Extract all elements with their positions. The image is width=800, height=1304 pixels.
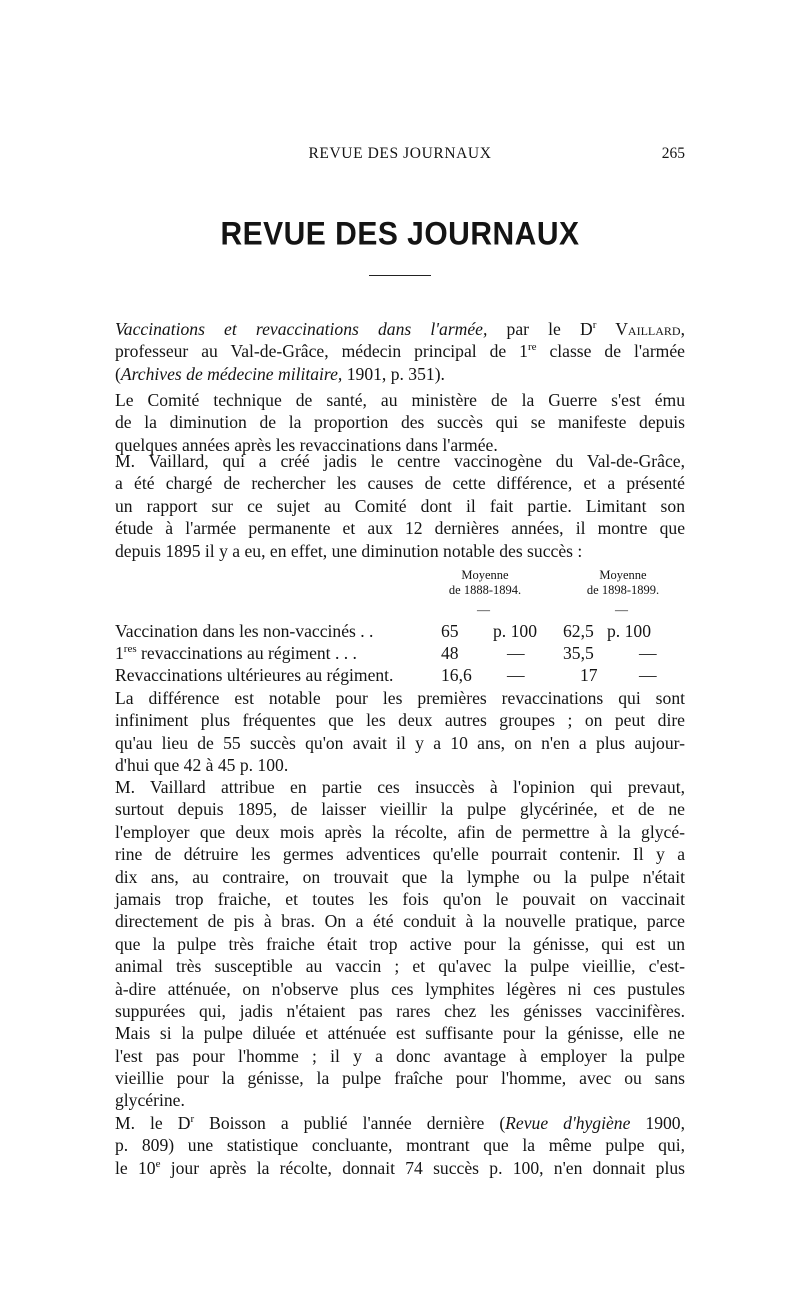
text-line: rine de détruire les germes adventices qu'elle pourrait contenir. Il y a [115, 844, 685, 865]
table-header-col2 [563, 568, 683, 598]
table-row [115, 664, 685, 686]
paragraph-2 [115, 450, 685, 562]
text-line: un rapport sur ce sujet au Comité dont il fait partie. Limitant son [115, 495, 685, 516]
row-label: Revaccinations ultérieures au régiment. [115, 665, 394, 685]
table-row [115, 642, 685, 664]
unit-1888: — [507, 665, 525, 685]
table-row [115, 620, 685, 642]
author-name: Vaillard, [596, 319, 685, 339]
intro-text: professeur au Val-de-Grâce, médecin principal de 1 [115, 341, 528, 362]
article-intro [115, 318, 685, 385]
section-title: REVUE DES JOURNAUX [220, 216, 580, 253]
paragraph-5 [115, 1112, 685, 1179]
text-line: qu'au lieu de 55 succès qu'on avait il y a 10 ans, on n'en a plus aujour- [115, 732, 685, 753]
text-line: étude à l'armée permanente et aux 12 dernières années, il montre que [115, 518, 685, 539]
unit-1888: — [507, 643, 525, 663]
text-line: animal très susceptible au vaccin ; et qu'avec la pulpe vieillie, c'est- [115, 956, 685, 977]
text-line: à-dire atténuée, on n'observe plus ces lymphites légères ni ces pustules [115, 978, 685, 999]
text-line: glycérine. [115, 1090, 185, 1111]
value-1898: 17 [580, 665, 598, 685]
journal-name: Archives de médecine militaire, [120, 363, 343, 384]
running-head-title: REVUE DES JOURNAUX [308, 145, 492, 162]
intro-text: par le D [487, 319, 593, 339]
intro-line-1 [115, 318, 685, 340]
text-line: depuis 1895 il y a eu, en effet, une diminution notable des succès : [115, 540, 583, 561]
text-line: p. 809) une statistique concluante, montrant que la même pulpe qui, [115, 1135, 685, 1156]
text-line: M. Vaillard attribue en partie ces insuccès à l'opinion qui prevaut, [115, 777, 685, 797]
header-line: Moyenne [599, 568, 647, 582]
title-rule [369, 275, 431, 276]
intro-sup: r [592, 319, 597, 332]
text-line: surtout depuis 1895, de laisser vieillir la pulpe glycérinée, et de ne [115, 799, 685, 820]
unit-1898: p. 100 [607, 621, 651, 641]
value-1888: 65 [441, 621, 459, 641]
header-line: Moyenne [461, 568, 509, 582]
text-line [115, 1157, 685, 1179]
text-line: infiniment plus fréquentes que les deux autres groupes ; on peut dire [115, 710, 685, 731]
text-sup: r [190, 1113, 195, 1126]
intro-sup: re [527, 341, 537, 354]
row-label-sup: res [123, 643, 137, 656]
text-line: l'est pas pour l'homme ; il y a donc avantage à employer la pulpe [115, 1045, 685, 1066]
text-line: jamais trop fraiche, et toutes les fois qu'on le pouvait on vaccinait [115, 888, 685, 909]
journal-name: Revue d'hygiène [505, 1113, 631, 1133]
text-line: La différence est notable pour les premières revaccinations qui sont [115, 688, 685, 708]
value-1888: 16,6 [441, 665, 472, 685]
intro-text: 1901, p. 351). [342, 363, 445, 384]
text-line: Le Comité technique de santé, au ministère de la Guerre s'est ému [115, 390, 685, 410]
intro-line-2 [115, 340, 685, 362]
table-header-col1 [425, 568, 545, 598]
value-1898: 62,5 [563, 621, 594, 641]
header-dash: — [477, 602, 490, 617]
intro-text: classe de l'armée [536, 341, 685, 362]
paragraph-4 [115, 776, 685, 1112]
text-sup: e [155, 1157, 161, 1170]
text-span: 1900, [630, 1113, 685, 1133]
unit-1888: p. 100 [493, 621, 537, 641]
text-line: vieillie pour la génisse, la pulpe fraîche pour l'homme, avec ou sans [115, 1068, 685, 1089]
text-line: dix ans, au contraire, on trouvait que la lymphe ou la pulpe n'était [115, 866, 685, 887]
row-label-text: 1 [115, 643, 124, 663]
text-line: suppurées qui, jadis n'étaient pas rares chez les génisses vaccinifères. [115, 1000, 685, 1021]
header-line: de 1898-1899. [586, 583, 660, 597]
text-line: M. Vaillard, qui a créé jadis le centre vaccinogène du Val-de-Grâce, [115, 451, 685, 471]
text-line: Mais si la pulpe diluée et atténuée est suffisante pour la génisse, elle ne [115, 1023, 685, 1044]
unit-1898: — [639, 643, 657, 663]
text-line: quelques années après les revaccinations dans l'armée. [115, 434, 498, 455]
unit-1898: — [639, 665, 657, 685]
text-line: que la pulpe très fraiche était trop active pour la génisse, qui est un [115, 933, 685, 954]
text-span: Boisson a publié l'année dernière ( [194, 1113, 506, 1133]
intro-text: ( [115, 363, 121, 384]
text-span: jour après la récolte, donnait 74 succès p. 100, n'en donnait plus [160, 1157, 685, 1178]
header-dash: — [615, 602, 628, 617]
row-label: Vaccination dans les non-vaccinés . . [115, 621, 374, 641]
text-line: a été chargé de rechercher les causes de cette différence, et a présenté [115, 473, 685, 494]
paragraph-1 [115, 389, 685, 456]
text-line: directement de pis à bras. On a été conduit à la nouvelle pratique, parce [115, 911, 685, 932]
text-span: le 10 [115, 1157, 156, 1178]
intro-line-3 [115, 363, 685, 385]
text-line: de la diminution de la proportion des succès qui se manifeste depuis [115, 412, 685, 433]
article-title: Vaccinations et revaccinations dans l'armée, [115, 319, 488, 339]
value-1898: 35,5 [563, 643, 594, 663]
header-line: de 1888-1894. [448, 583, 522, 597]
page-number: 265 [661, 145, 685, 162]
paragraph-3 [115, 687, 685, 777]
value-1888: 48 [441, 643, 459, 663]
text-span: M. le D [115, 1113, 191, 1133]
text-line [115, 1112, 685, 1134]
text-line: d'hui que 42 à 45 p. 100. [115, 755, 289, 776]
row-label [115, 642, 357, 664]
row-label-text: revaccinations au régiment . . . [136, 643, 357, 663]
statistics-table [115, 568, 685, 685]
running-head [115, 145, 685, 167]
text-line: l'employer que deux mois après la récolte, afin de permettre à la glycé- [115, 821, 685, 842]
